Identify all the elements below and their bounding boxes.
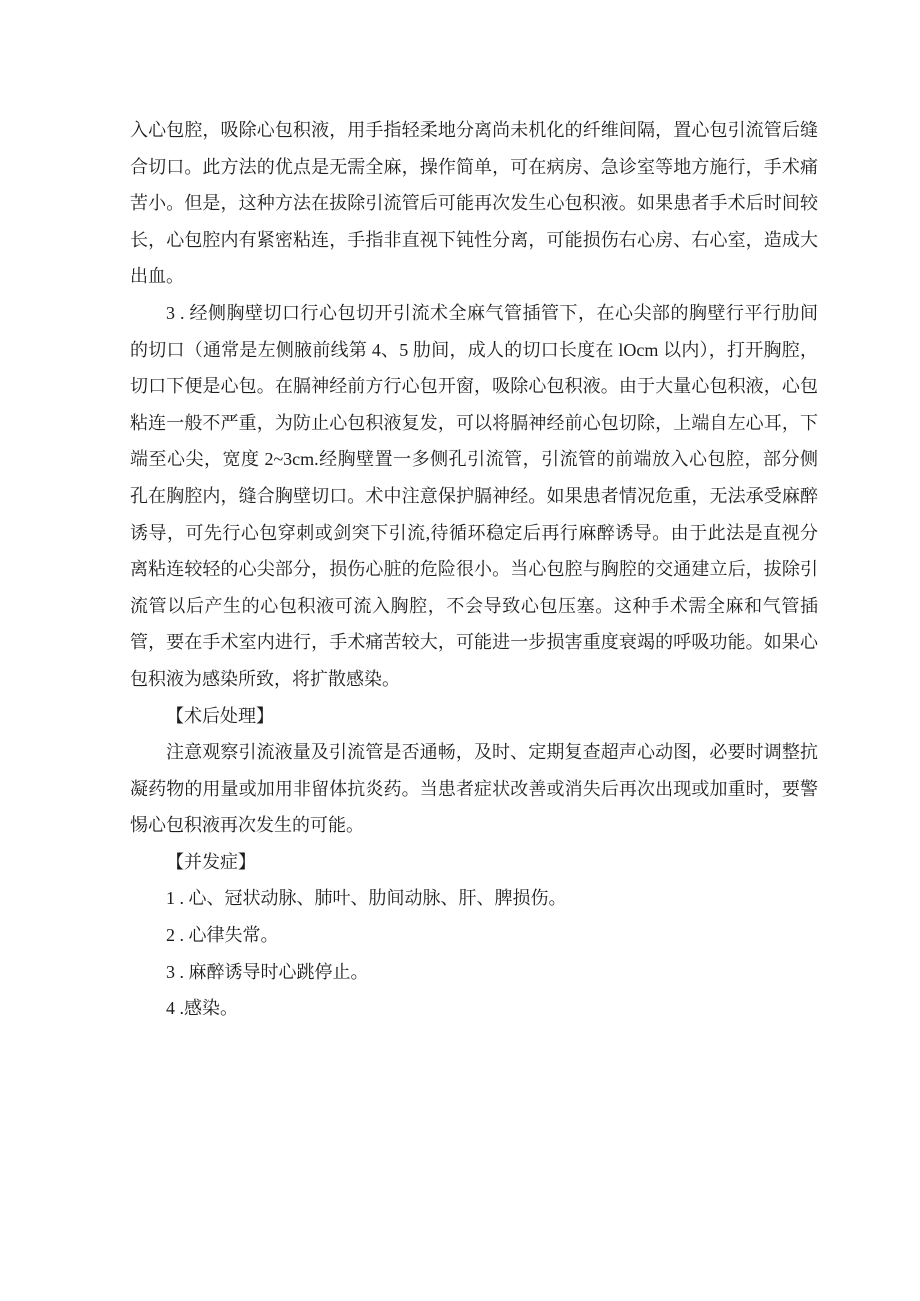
- list-item: 2 . 心律失常。: [166, 925, 279, 946]
- list-item: 1 . 心、冠状动脉、肺叶、肋间动脉、肝、脾损伤。: [166, 888, 567, 909]
- body-paragraph: 3 . 经侧胸壁切口行心包切开引流术全麻气管插管下，在心尖部的胸壁行平行肋间的切口（通常是左侧腋前线第 4、5 肋间，成人的切口长度在 lOcm 以内），打开胸腔，切口下便是心包。在膈神经前方行心包开窗，吸除心包积液。由于大量心包积液，心包粘连一般不严重，为防止心包积液复发，可以将膈神经前心包切除，上端自左心耳，下端至心尖，宽度 2~3cm.经胸壁置一多侧孔引流管，引流管的前端放入心包腔，部分侧孔在胸腔内，缝合胸壁切口。术中注意保护膈神经。如果患者情况危重，无法承受麻醉诱导，可先行心包穿刺或剑突下引流,待循环稳定后再行麻醉诱导。由于此法是直视分离粘连较轻的心尖部分，损伤心脏的危险很小。当心包腔与胸腔的交通建立后，拔除引流管以后产生的心包积液可流入胸腔，不会导致心包压塞。这种手术需全麻和气管插管，要在手术室内进行，手术痛苦较大，可能进一步损害重度衰竭的呼吸功能。如果心包积液为感染所致，将扩散感染。: [130, 302, 818, 689]
- document-body: [130, 112, 818, 1027]
- body-paragraph: 注意观察引流液量及引流管是否通畅，及时、定期复查超声心动图，必要时调整抗凝药物的用量或加用非留体抗炎药。当患者症状改善或消失后再次出现或加重时，要警惕心包积液再次发生的可能。: [130, 742, 818, 836]
- section-heading: 【术后处理】: [166, 705, 274, 726]
- list-item: 4 .感染。: [166, 998, 238, 1019]
- list-item: 3 . 麻醉诱导时心跳停止。: [166, 961, 369, 982]
- section-heading: 【并发症】: [166, 851, 256, 872]
- body-paragraph: 入心包腔，吸除心包积液，用手指轻柔地分离尚未机化的纤维间隔，置心包引流管后缝合切口。此方法的优点是无需全麻，操作简单，可在病房、急诊室等地方施行，手术痛苦小。但是，这种方法在拔除引流管后可能再次发生心包积液。如果患者手术后时间较长，心包腔内有紧密粘连，手指非直视下钝性分离，可能损伤右心房、右心室，造成大出血。: [130, 120, 818, 287]
